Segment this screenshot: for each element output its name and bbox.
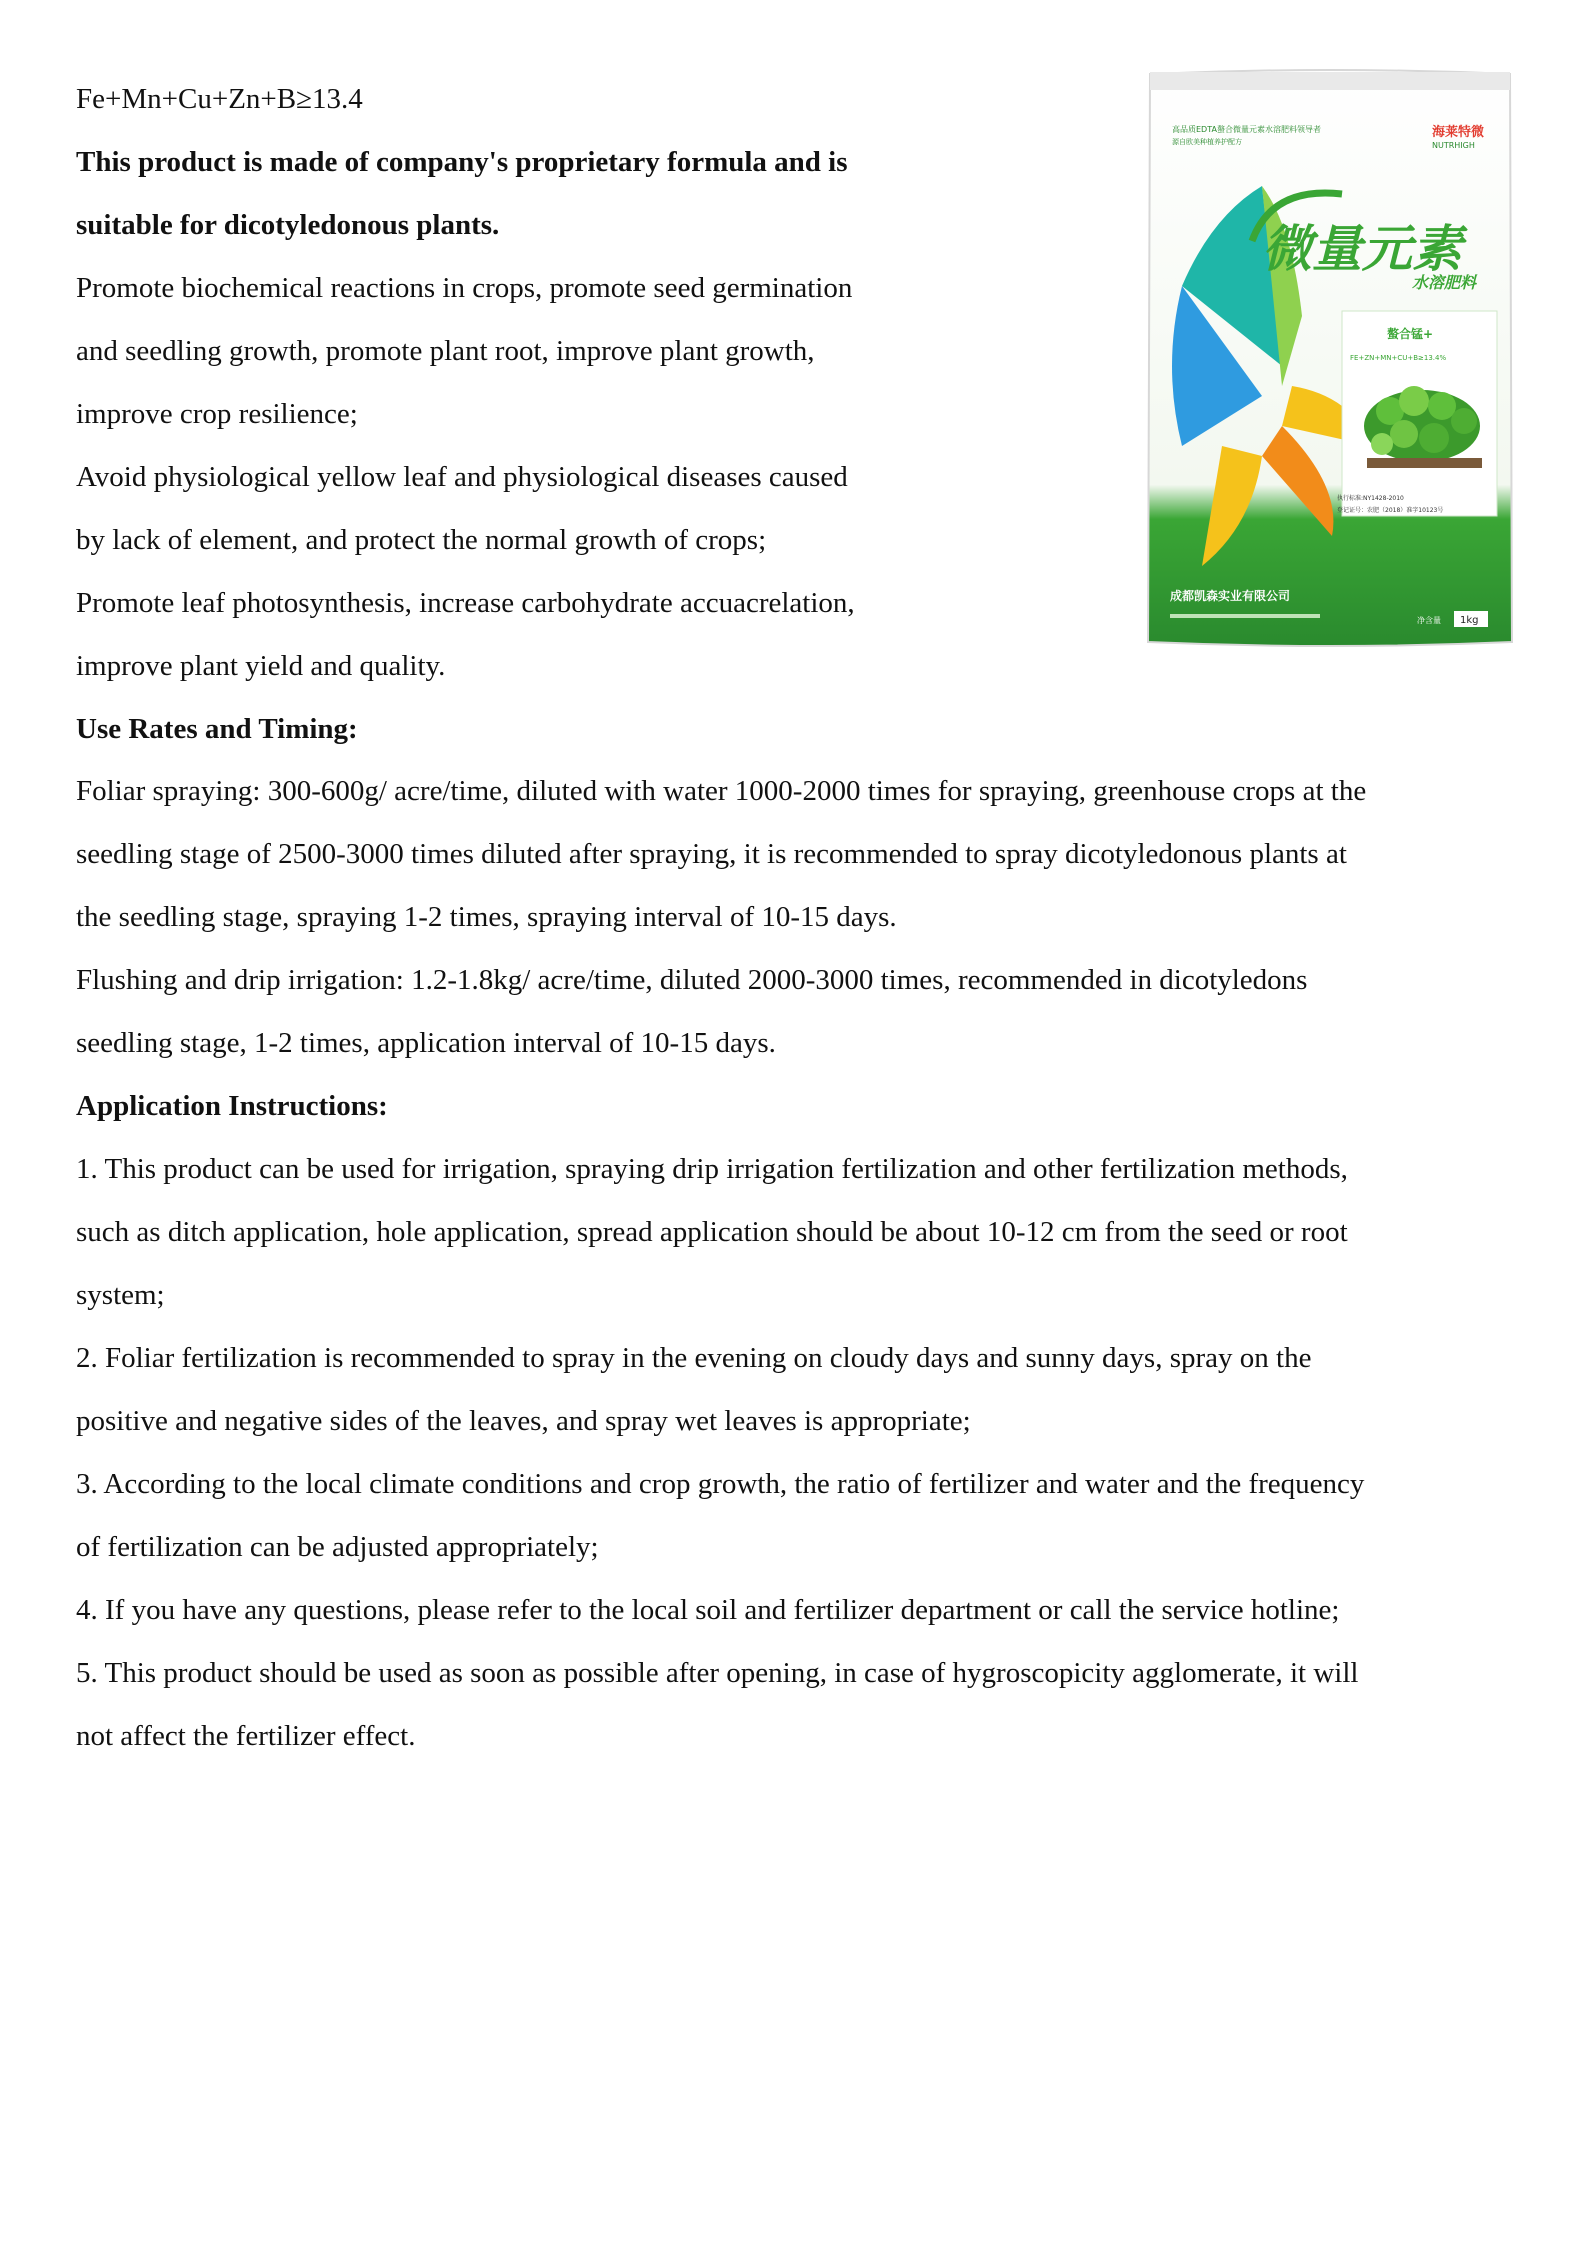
benefit-line-3: improve crop resilience; — [76, 398, 358, 430]
benefit-line-7: improve plant yield and quality. — [76, 650, 446, 682]
instruction-line-7: of fertilization can be adjusted appropriately; — [76, 1531, 599, 1563]
instruction-line-5: positive and negative sides of the leaves, and spray wet leaves is appropriate; — [76, 1405, 971, 1437]
intro-section — [76, 68, 956, 761]
bag-standard-label: 执行标准:NY1428-2010 — [1337, 495, 1404, 502]
bag-top-text: 高品质EDTA螯合微量元素水溶肥料领导者 — [1172, 125, 1321, 134]
bag-company-cn: 成都凯森实业有限公司 — [1170, 589, 1291, 603]
benefit-line-4: Avoid physiological yellow leaf and physiological diseases caused — [76, 461, 848, 493]
bag-top-subtext: 源自欧美种植养护配方 — [1172, 138, 1242, 146]
bag-brand-en: NUTRHIGH — [1432, 141, 1475, 150]
instruction-line-10: not affect the fertilizer effect. — [76, 1720, 416, 1752]
instruction-line-2: such as ditch application, hole application, spread application should be about 10-12 cm from the seed or root — [76, 1216, 1348, 1248]
use-rates-line-2: seedling stage of 2500-3000 times diluted after spraying, it is recommended to spray dicotyledonous plants at — [76, 838, 1347, 870]
instructions-heading: Application Instructions: — [76, 1090, 388, 1122]
statement-line-2: suitable for dicotyledonous plants. — [76, 209, 500, 241]
bag-top-seal — [1150, 72, 1510, 90]
benefit-line-6: Promote leaf photosynthesis, increase carbohydrate accuacrelation, — [76, 587, 855, 619]
instruction-line-1: 1. This product can be used for irrigation, spraying drip irrigation fertilization and other fertilization methods, — [76, 1153, 1348, 1185]
instruction-line-6: 3. According to the local climate conditions and crop growth, the ratio of fertilizer and water and the frequency — [76, 1468, 1365, 1500]
bag-chelate-label: 螯合锰+ — [1387, 327, 1434, 341]
instruction-line-4: 2. Foliar fertilization is recommended to spray in the evening on cloudy days and sunny days, spray on the — [76, 1342, 1312, 1374]
instruction-line-3: system; — [76, 1279, 165, 1311]
bag-contact-bar — [1170, 614, 1320, 618]
bag-net-label: 净含量 — [1417, 616, 1441, 625]
bag-registration-label: 登记证号：农肥（2018）准字10123号 — [1337, 507, 1444, 514]
benefit-line-2: and seedling growth, promote plant root, improve plant growth, — [76, 335, 815, 367]
bag-subtitle-cn: 水溶肥料 — [1412, 273, 1477, 292]
formula-line: Fe+Mn+Cu+Zn+B≥13.4 — [76, 83, 363, 115]
use-rates-line-1: Foliar spraying: 300-600g/ acre/time, diluted with water 1000-2000 times for spraying, greenhouse crops at the — [76, 775, 1367, 807]
instruction-line-8: 4. If you have any questions, please refer to the local soil and fertilizer department or call the service hotline; — [76, 1594, 1340, 1626]
bag-net-weight: 1kg — [1460, 615, 1479, 626]
body-section — [76, 760, 1516, 1768]
benefit-line-5: by lack of element, and protect the normal growth of crops; — [76, 524, 767, 556]
product-bag-graphic — [1142, 66, 1518, 650]
benefit-line-1: Promote biochemical reactions in crops, promote seed germination — [76, 272, 853, 304]
bag-formula-label: FE+ZN+MN+CU+B≥13.4% — [1350, 354, 1447, 362]
use-rates-heading: Use Rates and Timing: — [76, 713, 358, 745]
bag-brand-cn: 海莱特微 — [1432, 125, 1485, 140]
bag-title-cn: 微量元素 — [1262, 220, 1462, 278]
statement-line-1: This product is made of company's proprietary formula and is — [76, 146, 848, 178]
use-rates-line-5: seedling stage, 1-2 times, application interval of 10-15 days. — [76, 1027, 776, 1059]
instruction-line-9: 5. This product should be used as soon as possible after opening, in case of hygroscopicity agglomerate, it will — [76, 1657, 1359, 1689]
use-rates-line-3: the seedling stage, spraying 1-2 times, spraying interval of 10-15 days. — [76, 901, 897, 933]
use-rates-line-4: Flushing and drip irrigation: 1.2-1.8kg/ acre/time, diluted 2000-3000 times, recommended in dicotyledons — [76, 964, 1308, 996]
product-bag-image — [1142, 66, 1518, 650]
